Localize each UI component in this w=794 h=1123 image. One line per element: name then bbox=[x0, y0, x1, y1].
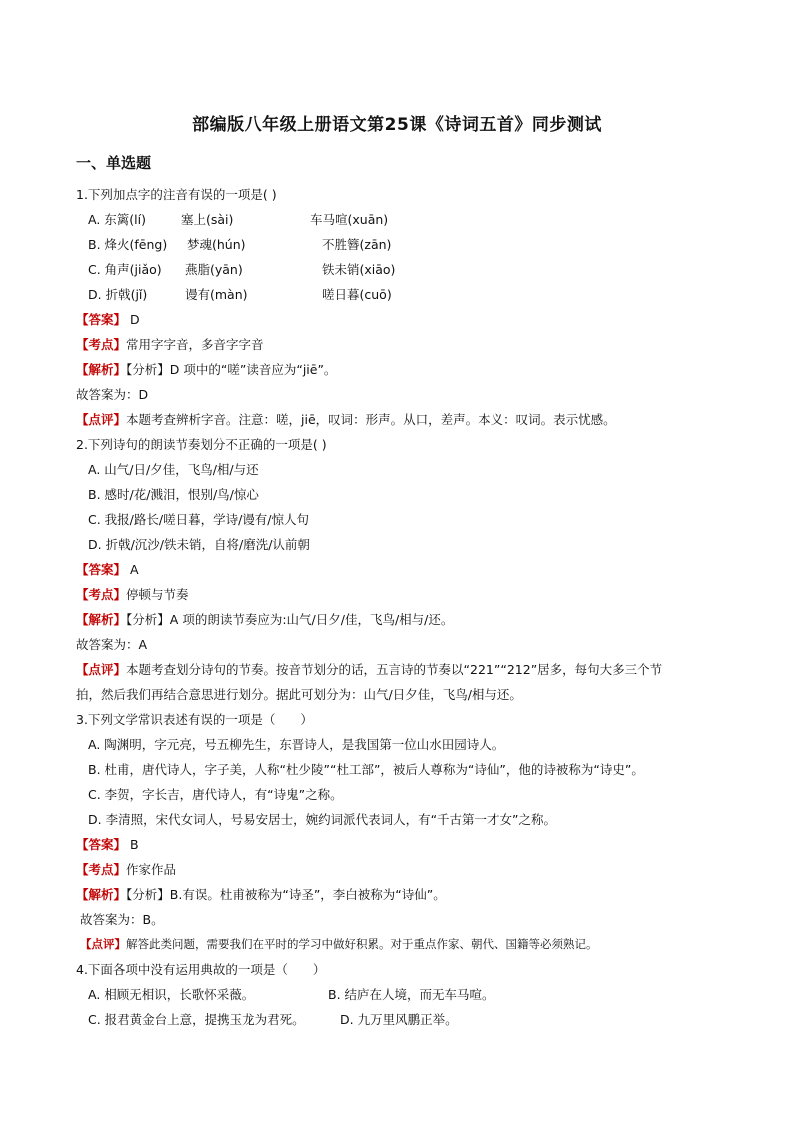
answer-value: A bbox=[126, 562, 139, 577]
conclusion-line: 故答案为：A bbox=[76, 637, 148, 652]
question-3-stem: 3.下列文学常识表述有误的一项是（ ） bbox=[76, 712, 313, 727]
option-text: C. 我报/路长/嗟日暮，学诗/谩有/惊人句 bbox=[88, 512, 310, 527]
dianping-tag: 点评 bbox=[91, 937, 115, 951]
kaodian-line: 【考点】作家作品 bbox=[76, 862, 177, 877]
jiexi-value: 【分析】B.有误。杜甫被称为“诗圣”，李白被称为“诗仙”。 bbox=[126, 887, 446, 902]
option-text: B. 杜甫，唐代诗人，字子美，人称“杜少陵”“杜工部”，被后人尊称为“诗仙”，他的诗被称为“诗史”。 bbox=[88, 762, 644, 777]
dianping-tag: 点评 bbox=[88, 412, 114, 427]
jiexi-tag: 解析 bbox=[88, 887, 114, 902]
option-text: A. 陶渊明，字元亮，号五柳先生，东晋诗人，是我国第一位山水田园诗人。 bbox=[88, 737, 505, 752]
jiexi-value: 【分析】D 项中的“嗟”读音应为“jiē”。 bbox=[126, 362, 337, 377]
question-2-stem: 2.下列诗句的朗读节奏划分不正确的一项是( ) bbox=[76, 437, 327, 452]
kaodian-line: 【考点】常用字字音，多音字字音 bbox=[76, 337, 264, 352]
conclusion-line: 故答案为：D bbox=[76, 387, 149, 402]
dianping-value: 本题考查划分诗句的节奏。按音节划分的话，五言诗的节奏以“221”“212”居多，每句大多三个节 bbox=[126, 662, 663, 677]
section-heading: 一、单选题 bbox=[76, 154, 152, 172]
kaodian-tag: 考点 bbox=[88, 862, 114, 877]
option-text: B. 结庐在人境，而无车马喧。 bbox=[328, 987, 495, 1002]
jiexi-line: 【解析】【分析】D 项中的“嗟”读音应为“jiē”。 bbox=[76, 362, 337, 377]
kaodian-tag: 考点 bbox=[88, 337, 114, 352]
dianping-value: 本题考查辨析字音。注意：嗟，jiē，叹词：形声。从口，差声。本义：叹词。表示忧感。 bbox=[126, 412, 616, 427]
answer-tag: 答案 bbox=[88, 837, 114, 852]
jiexi-tag: 解析 bbox=[88, 362, 114, 377]
jiexi-line: 【解析】【分析】B.有误。杜甫被称为“诗圣”，李白被称为“诗仙”。 bbox=[76, 887, 446, 902]
option-text: C. 报君黄金台上意，提携玉龙为君死。 bbox=[88, 1012, 305, 1027]
option-text: B. 烽火(fēng) bbox=[88, 237, 168, 252]
option-text: 塞上(sài) bbox=[181, 212, 234, 227]
option-text: C. 李贺，字长吉，唐代诗人，有“诗鬼”之称。 bbox=[88, 787, 343, 802]
option-text: A. 山气/日/夕佳，飞鸟/相/与还 bbox=[88, 462, 259, 477]
jiexi-tag: 解析 bbox=[88, 612, 114, 627]
option-text: 车马喧(xuān) bbox=[310, 212, 389, 227]
option-text: 不胜簪(zān) bbox=[322, 237, 392, 252]
option-text: D. 折戟/沉沙/铁未销，自将/磨洗/认前朝 bbox=[88, 537, 310, 552]
jiexi-value: 【分析】A 项的朗读节奏应为:山气/日夕/佳，飞鸟/相与/还。 bbox=[126, 612, 454, 627]
page-title: 部编版八年级上册语文第25课《诗词五首》同步测试 bbox=[192, 115, 602, 135]
dianping-line: 【点评】本题考查划分诗句的节奏。按音节划分的话，五言诗的节奏以“221”“212”居多，每句大多三个节 bbox=[76, 662, 663, 677]
option-text: B. 感时/花/溅泪，恨别/鸟/惊心 bbox=[88, 487, 259, 502]
dianping-continuation: 拍，然后我们再结合意思进行划分。据此可划分为：山气/日夕佳，飞鸟/相与还。 bbox=[76, 687, 522, 702]
answer-value: D bbox=[126, 312, 140, 327]
option-text: 燕脂(yān) bbox=[185, 262, 243, 277]
option-text: D. 折戟(jǐ) bbox=[88, 287, 148, 302]
option-text: 梦魂(hún) bbox=[187, 237, 246, 252]
option-text: C. 角声(jiǎo) bbox=[88, 262, 162, 277]
dianping-line: 【点评】解答此类问题，需要我们在平时的学习中做好积累。对于重点作家、朝代、国籍等必须熟记。 bbox=[80, 937, 598, 951]
answer-tag: 答案 bbox=[88, 562, 114, 577]
question-1-stem: 1.下列加点字的注音有误的一项是( ) bbox=[76, 187, 277, 202]
answer-line: 【答案】 D bbox=[76, 312, 140, 327]
option-text: D. 李清照，宋代女词人，号易安居士，婉约词派代表词人，有“千古第一才女”之称。 bbox=[88, 812, 557, 827]
dianping-tag: 点评 bbox=[88, 662, 114, 677]
option-text: A. 相顾无相识，长歌怀采薇。 bbox=[88, 987, 255, 1002]
answer-tag: 答案 bbox=[88, 312, 114, 327]
dianping-value: 解答此类问题，需要我们在平时的学习中做好积累。对于重点作家、朝代、国籍等必须熟记。 bbox=[126, 937, 598, 951]
kaodian-value: 停顿与节奏 bbox=[126, 587, 189, 602]
option-text: D. 九万里风鹏正举。 bbox=[340, 1012, 458, 1027]
question-4-stem: 4.下面各项中没有运用典故的一项是（ ） bbox=[76, 962, 326, 977]
jiexi-line: 【解析】【分析】A 项的朗读节奏应为:山气/日夕/佳，飞鸟/相与/还。 bbox=[76, 612, 454, 627]
dianping-line: 【点评】本题考查辨析字音。注意：嗟，jiē，叹词：形声。从口，差声。本义：叹词。表示忧感。 bbox=[76, 412, 616, 427]
answer-line: 【答案】 A bbox=[76, 562, 139, 577]
conclusion-line: 故答案为：B。 bbox=[80, 912, 164, 927]
kaodian-value: 作家作品 bbox=[126, 862, 177, 877]
option-text: 铁未销(xiāo) bbox=[322, 262, 396, 277]
option-text: 嗟日暮(cuō) bbox=[322, 287, 392, 302]
option-text: A. 东篱(lí) bbox=[88, 212, 146, 227]
answer-value: B bbox=[126, 837, 139, 852]
option-text: 谩有(màn) bbox=[185, 287, 248, 302]
answer-line: 【答案】 B bbox=[76, 837, 139, 852]
kaodian-line: 【考点】停顿与节奏 bbox=[76, 587, 189, 602]
kaodian-tag: 考点 bbox=[88, 587, 114, 602]
kaodian-value: 常用字字音，多音字字音 bbox=[126, 337, 264, 352]
